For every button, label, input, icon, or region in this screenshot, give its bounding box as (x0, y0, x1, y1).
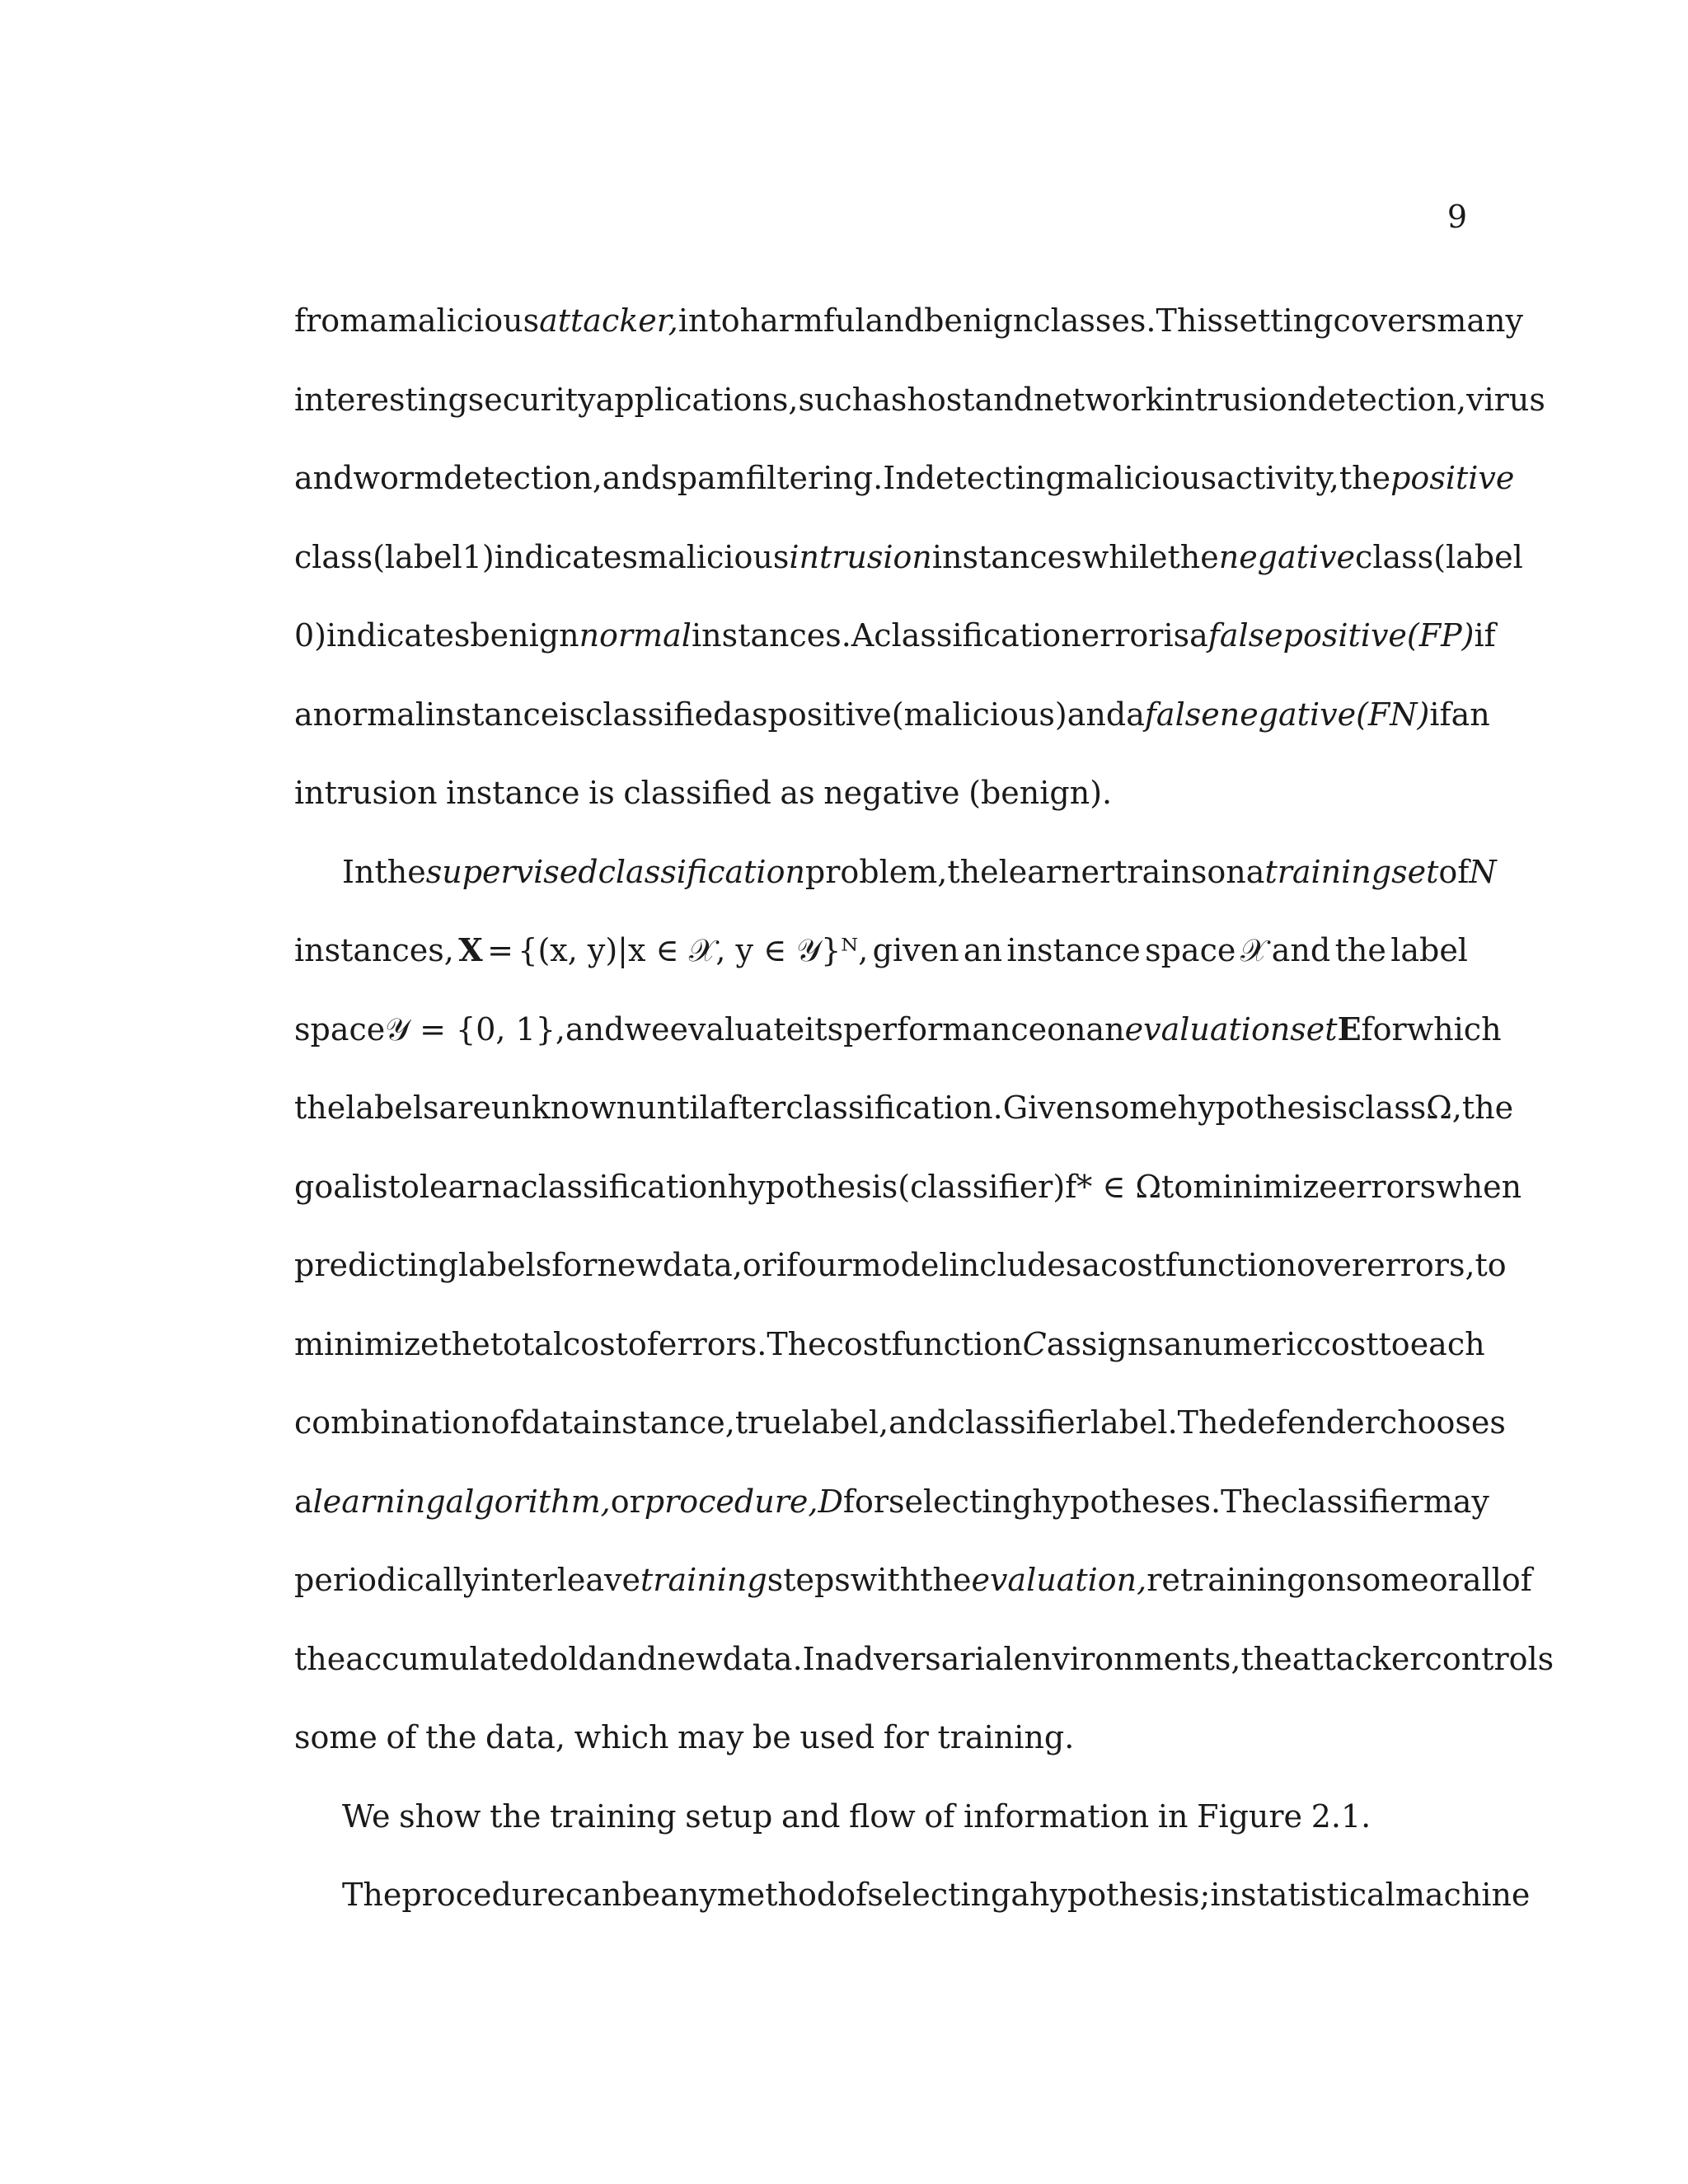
text-line (294, 1872, 1531, 1952)
word: defender (1236, 1404, 1380, 1441)
word: when (1436, 1168, 1522, 1205)
word: and (889, 1404, 948, 1441)
word: algorithm, (445, 1483, 611, 1520)
word: a (1126, 696, 1145, 733)
word: be (752, 1719, 791, 1755)
text-line (294, 377, 1545, 457)
word: (classifier) (898, 1168, 1066, 1205)
word: A (851, 617, 874, 654)
word: a (501, 1168, 521, 1205)
word: 𝒴 = {0, 1}, (385, 1010, 566, 1047)
word: some (1094, 1090, 1178, 1126)
text-line (294, 1794, 1468, 1873)
word: Ω, (1426, 1090, 1462, 1126)
word: cost (1100, 1247, 1165, 1283)
word: periodically (294, 1562, 481, 1598)
word: used (799, 1719, 875, 1755)
word: for (883, 1719, 929, 1755)
word: the (425, 1719, 477, 1755)
word: is (1163, 617, 1190, 654)
word: the (1339, 460, 1391, 496)
text-line (294, 1243, 1507, 1322)
word: intrusion (294, 775, 438, 811)
word: as (733, 696, 768, 733)
word: security (467, 381, 596, 418)
word: of (837, 1877, 868, 1913)
word: training (640, 1562, 767, 1598)
word: D (818, 1483, 843, 1520)
word: errors (1337, 1168, 1437, 1205)
word: assigns (1046, 1325, 1164, 1362)
word: attacker, (539, 302, 678, 339)
word: for (842, 1483, 889, 1520)
word: performance (843, 1010, 1048, 1047)
word: learner (998, 853, 1115, 890)
text-line (294, 1715, 1468, 1794)
word: the (374, 853, 426, 890)
word: The (1221, 1483, 1281, 1520)
word: information (963, 1797, 1150, 1835)
word: and (565, 1010, 625, 1047)
word: instance (446, 775, 580, 811)
word: indicates (494, 538, 639, 575)
word: evaluate (669, 1010, 805, 1047)
word: errors, (1367, 1247, 1475, 1283)
word: virus (1466, 381, 1545, 418)
word: cost (562, 1325, 628, 1362)
word: space (294, 1010, 386, 1047)
word: classification (598, 853, 805, 890)
word: positive (767, 696, 892, 733)
word: predicting (294, 1247, 458, 1283)
word: interleave (481, 1562, 641, 1598)
word: and (781, 1797, 841, 1835)
word: class (1355, 538, 1434, 575)
word: any (660, 1877, 717, 1913)
word: old (549, 1640, 598, 1677)
word: as (872, 381, 907, 418)
text-line (294, 535, 1523, 614)
word: normal (579, 617, 692, 654)
text-line (294, 1637, 1554, 1716)
word: as (780, 775, 815, 811)
word: minimize (1193, 1168, 1338, 1205)
word: set (1290, 1010, 1338, 1047)
word: errors. (658, 1325, 767, 1362)
word: retraining (1146, 1562, 1307, 1598)
word: interesting (294, 381, 468, 418)
word: negative (823, 775, 960, 811)
word: the (920, 1562, 972, 1598)
word: and (865, 302, 925, 339)
word: of (627, 1325, 659, 1362)
word: and (602, 460, 662, 496)
word: procedure (401, 1877, 565, 1913)
word: the (438, 1325, 490, 1362)
word: learn (419, 1168, 502, 1205)
word: negative (1218, 538, 1356, 575)
word: Figure (1197, 1797, 1303, 1835)
word: (label (373, 538, 462, 575)
word: problem, (804, 853, 948, 890)
word: true (734, 1404, 802, 1441)
word: a (1245, 853, 1265, 890)
word: may (678, 1719, 744, 1755)
word: and (598, 1640, 658, 1677)
word: classes. (1033, 302, 1156, 339)
word: instance (425, 696, 560, 733)
word: normal (312, 696, 426, 733)
word: while (1081, 538, 1168, 575)
word: function (1165, 1247, 1297, 1283)
word: the (1461, 1090, 1514, 1126)
word: training. (937, 1719, 1075, 1755)
word: until (636, 1090, 710, 1126)
word: {(x, y)|x ∈ 𝒳, y ∈ 𝒴}ᴺ, (518, 932, 869, 968)
text-line (294, 1479, 1489, 1558)
word: instances. (691, 617, 851, 654)
word: given (872, 932, 959, 968)
text-line (294, 1400, 1506, 1479)
word: cost (1313, 1325, 1379, 1362)
text-line (294, 1085, 1514, 1165)
word: instance (1006, 932, 1141, 968)
word: evaluation, (971, 1562, 1147, 1598)
word: the (1240, 1640, 1292, 1677)
word: classifier (947, 1404, 1090, 1441)
word: environments, (1013, 1640, 1241, 1677)
word: E (1337, 1010, 1362, 1047)
word: We (342, 1797, 391, 1835)
word: its (804, 1010, 844, 1047)
word: data, (485, 1719, 565, 1755)
word: The (342, 1877, 402, 1913)
word: or (610, 1483, 645, 1520)
text-line (294, 771, 1468, 850)
word: harmful (739, 302, 865, 339)
word: detection, (1307, 381, 1467, 418)
word: a (1189, 617, 1208, 654)
word: to (387, 1168, 420, 1205)
word: worm (353, 460, 444, 496)
word: The (767, 1325, 827, 1362)
word: and (1271, 932, 1331, 968)
word: with (850, 1562, 921, 1598)
word: of (924, 1797, 955, 1835)
word: which (574, 1719, 669, 1755)
word: hypotheses. (1032, 1483, 1221, 1520)
word: of (1438, 853, 1470, 890)
word: our (798, 1247, 852, 1283)
word: a (294, 1483, 313, 1520)
word: (label (1433, 538, 1523, 575)
word: includes (949, 1247, 1082, 1283)
word: are (438, 1090, 491, 1126)
word: if (776, 1247, 799, 1283)
word: set (1391, 853, 1439, 890)
word: on (1047, 1010, 1086, 1047)
word: negative (1219, 696, 1357, 733)
word: data. (722, 1640, 803, 1677)
word: in (1157, 1797, 1189, 1835)
word: all (1462, 1562, 1502, 1598)
word: label. (1090, 1404, 1178, 1441)
word: an (963, 932, 1003, 968)
word: = (487, 932, 513, 968)
word: unknown (490, 1090, 637, 1126)
text-line (294, 850, 1497, 929)
word: function (891, 1325, 1023, 1362)
word: In (802, 1640, 836, 1677)
word: spam (661, 460, 746, 496)
word: The (1177, 1404, 1237, 1441)
word: In (342, 853, 375, 890)
word: error (1081, 617, 1164, 654)
word: instance, (591, 1404, 735, 1441)
word: machine (1395, 1877, 1531, 1913)
word: to (1378, 1325, 1410, 1362)
word: accumulated (345, 1640, 550, 1677)
word: hypothesis; (1029, 1877, 1211, 1913)
word: or (742, 1247, 776, 1283)
word: 𝒳 (1240, 932, 1268, 968)
word: chooses (1379, 1404, 1506, 1441)
word: the (947, 853, 999, 890)
word: and (974, 381, 1034, 418)
word: detection, (443, 460, 603, 496)
body-text (294, 298, 1554, 1952)
word: malicious (1065, 460, 1217, 496)
word: method (716, 1877, 837, 1913)
word: class (1348, 1090, 1427, 1126)
word: a (1081, 1247, 1101, 1283)
word: In (883, 460, 916, 496)
word: steps (767, 1562, 851, 1598)
word: from (294, 302, 370, 339)
word: model (851, 1247, 950, 1283)
word: false (1144, 696, 1220, 733)
word: numeric (1182, 1325, 1314, 1362)
word: if (1429, 696, 1451, 733)
word: label (1390, 932, 1468, 968)
word: network (1033, 381, 1165, 418)
text-line (294, 1165, 1522, 1244)
word: selecting (867, 1877, 1011, 1913)
word: which (1406, 1010, 1502, 1047)
word: controls (1424, 1640, 1554, 1677)
word: labels (345, 1090, 439, 1126)
text-line (294, 456, 1515, 535)
word: may (1423, 1483, 1489, 1520)
word: a (1010, 1877, 1029, 1913)
word: hypothesis (1177, 1090, 1348, 1126)
word: each (1409, 1325, 1485, 1362)
word: setup (685, 1797, 773, 1835)
word: space (1145, 932, 1236, 968)
word: the (1334, 932, 1386, 968)
word: procedure, (644, 1483, 818, 1520)
word: training (1264, 853, 1392, 890)
word: the (294, 1640, 346, 1677)
word: hypothesis (727, 1168, 898, 1205)
word: supervised (425, 853, 598, 890)
word: 2.1. (1311, 1797, 1372, 1835)
word: classified (584, 696, 734, 733)
word: show (399, 1797, 481, 1835)
word: label, (801, 1404, 889, 1441)
word: malicious (638, 538, 790, 575)
word: of (386, 1719, 417, 1755)
word: data (521, 1404, 592, 1441)
text-line (294, 1558, 1532, 1637)
word: of (490, 1404, 522, 1441)
word: new (597, 1247, 663, 1283)
word: trains (1114, 853, 1207, 890)
word: we (624, 1010, 670, 1047)
text-line (294, 298, 1523, 377)
word: into (678, 302, 740, 339)
word: classifier (1280, 1483, 1423, 1520)
word: positive (1282, 617, 1407, 654)
word: over (1296, 1247, 1367, 1283)
word: the (1167, 538, 1219, 575)
word: combination (294, 1404, 491, 1441)
word: f* ∈ Ω (1065, 1168, 1162, 1205)
word: benign (924, 302, 1034, 339)
word: such (798, 381, 873, 418)
word: an (1085, 1010, 1125, 1047)
word: instances (931, 538, 1082, 575)
word: if (1474, 617, 1496, 654)
page-number: 9 (1447, 199, 1467, 235)
word: instances, (294, 932, 454, 968)
word: an (1451, 696, 1490, 733)
text-line (294, 613, 1496, 692)
word: class (294, 538, 373, 575)
word: some (1345, 1562, 1429, 1598)
word: evaluation (1124, 1010, 1291, 1047)
word: malicious (387, 302, 540, 339)
word: N (1469, 853, 1497, 890)
word: new (657, 1640, 723, 1677)
word: cost (826, 1325, 892, 1362)
word: for (551, 1247, 598, 1283)
word: attacker (1292, 1640, 1425, 1677)
word: classified (623, 775, 771, 811)
word: or (1428, 1562, 1463, 1598)
word: and (1067, 696, 1127, 733)
word: selecting (889, 1483, 1033, 1520)
word: goal (294, 1168, 363, 1205)
word: on (1306, 1562, 1346, 1598)
word: adversarial (835, 1640, 1014, 1677)
word: classification. (785, 1090, 1003, 1126)
word: a (369, 302, 388, 339)
word: statistical (1240, 1877, 1395, 1913)
word: labels (457, 1247, 552, 1283)
word: and (294, 460, 354, 496)
word: to (1475, 1247, 1507, 1283)
word: classification (520, 1168, 728, 1205)
text-line (294, 1322, 1485, 1401)
word: applications, (595, 381, 799, 418)
word: intrusion (789, 538, 932, 575)
word: (FN) (1356, 696, 1430, 733)
word: a (1163, 1325, 1183, 1362)
word: Given (1002, 1090, 1095, 1126)
word: total (490, 1325, 563, 1362)
word: classification (874, 617, 1081, 654)
word: many (1437, 302, 1523, 339)
word: activity, (1217, 460, 1339, 496)
word: 0) (294, 617, 327, 654)
word: is (362, 1168, 388, 1205)
word: a (294, 696, 313, 733)
word: learning (312, 1483, 446, 1520)
word: of (1501, 1562, 1532, 1598)
word: setting (1223, 302, 1334, 339)
word: after (709, 1090, 786, 1126)
word: C (1022, 1325, 1047, 1362)
word: the (490, 1797, 542, 1835)
word: data, (662, 1247, 743, 1283)
word: positive (1390, 460, 1515, 496)
word: can (565, 1877, 622, 1913)
word: benign (470, 617, 579, 654)
word: to (1161, 1168, 1193, 1205)
word: be (621, 1877, 661, 1913)
word: (benign). (968, 775, 1113, 811)
word: detecting (915, 460, 1066, 496)
word: filtering. (745, 460, 884, 496)
word: the (294, 1090, 346, 1126)
word: intrusion (1164, 381, 1308, 418)
word: some (294, 1719, 377, 1755)
word: in (1210, 1877, 1240, 1913)
word: on (1207, 853, 1246, 890)
word: indicates (326, 617, 471, 654)
text-line (294, 928, 1468, 1007)
word: flow (849, 1797, 916, 1835)
word: 1) (462, 538, 495, 575)
word: minimize (294, 1325, 439, 1362)
word: for (1361, 1010, 1407, 1047)
word: is (588, 775, 615, 811)
word: is (559, 696, 585, 733)
text-line (294, 1007, 1502, 1086)
word: covers (1333, 302, 1437, 339)
word: (malicious) (891, 696, 1067, 733)
word: (FP) (1406, 617, 1475, 654)
word: host (907, 381, 975, 418)
word: This (1156, 302, 1223, 339)
word: X (458, 931, 483, 968)
text-line (294, 692, 1490, 771)
word: false (1207, 617, 1283, 654)
word: training (549, 1797, 677, 1835)
